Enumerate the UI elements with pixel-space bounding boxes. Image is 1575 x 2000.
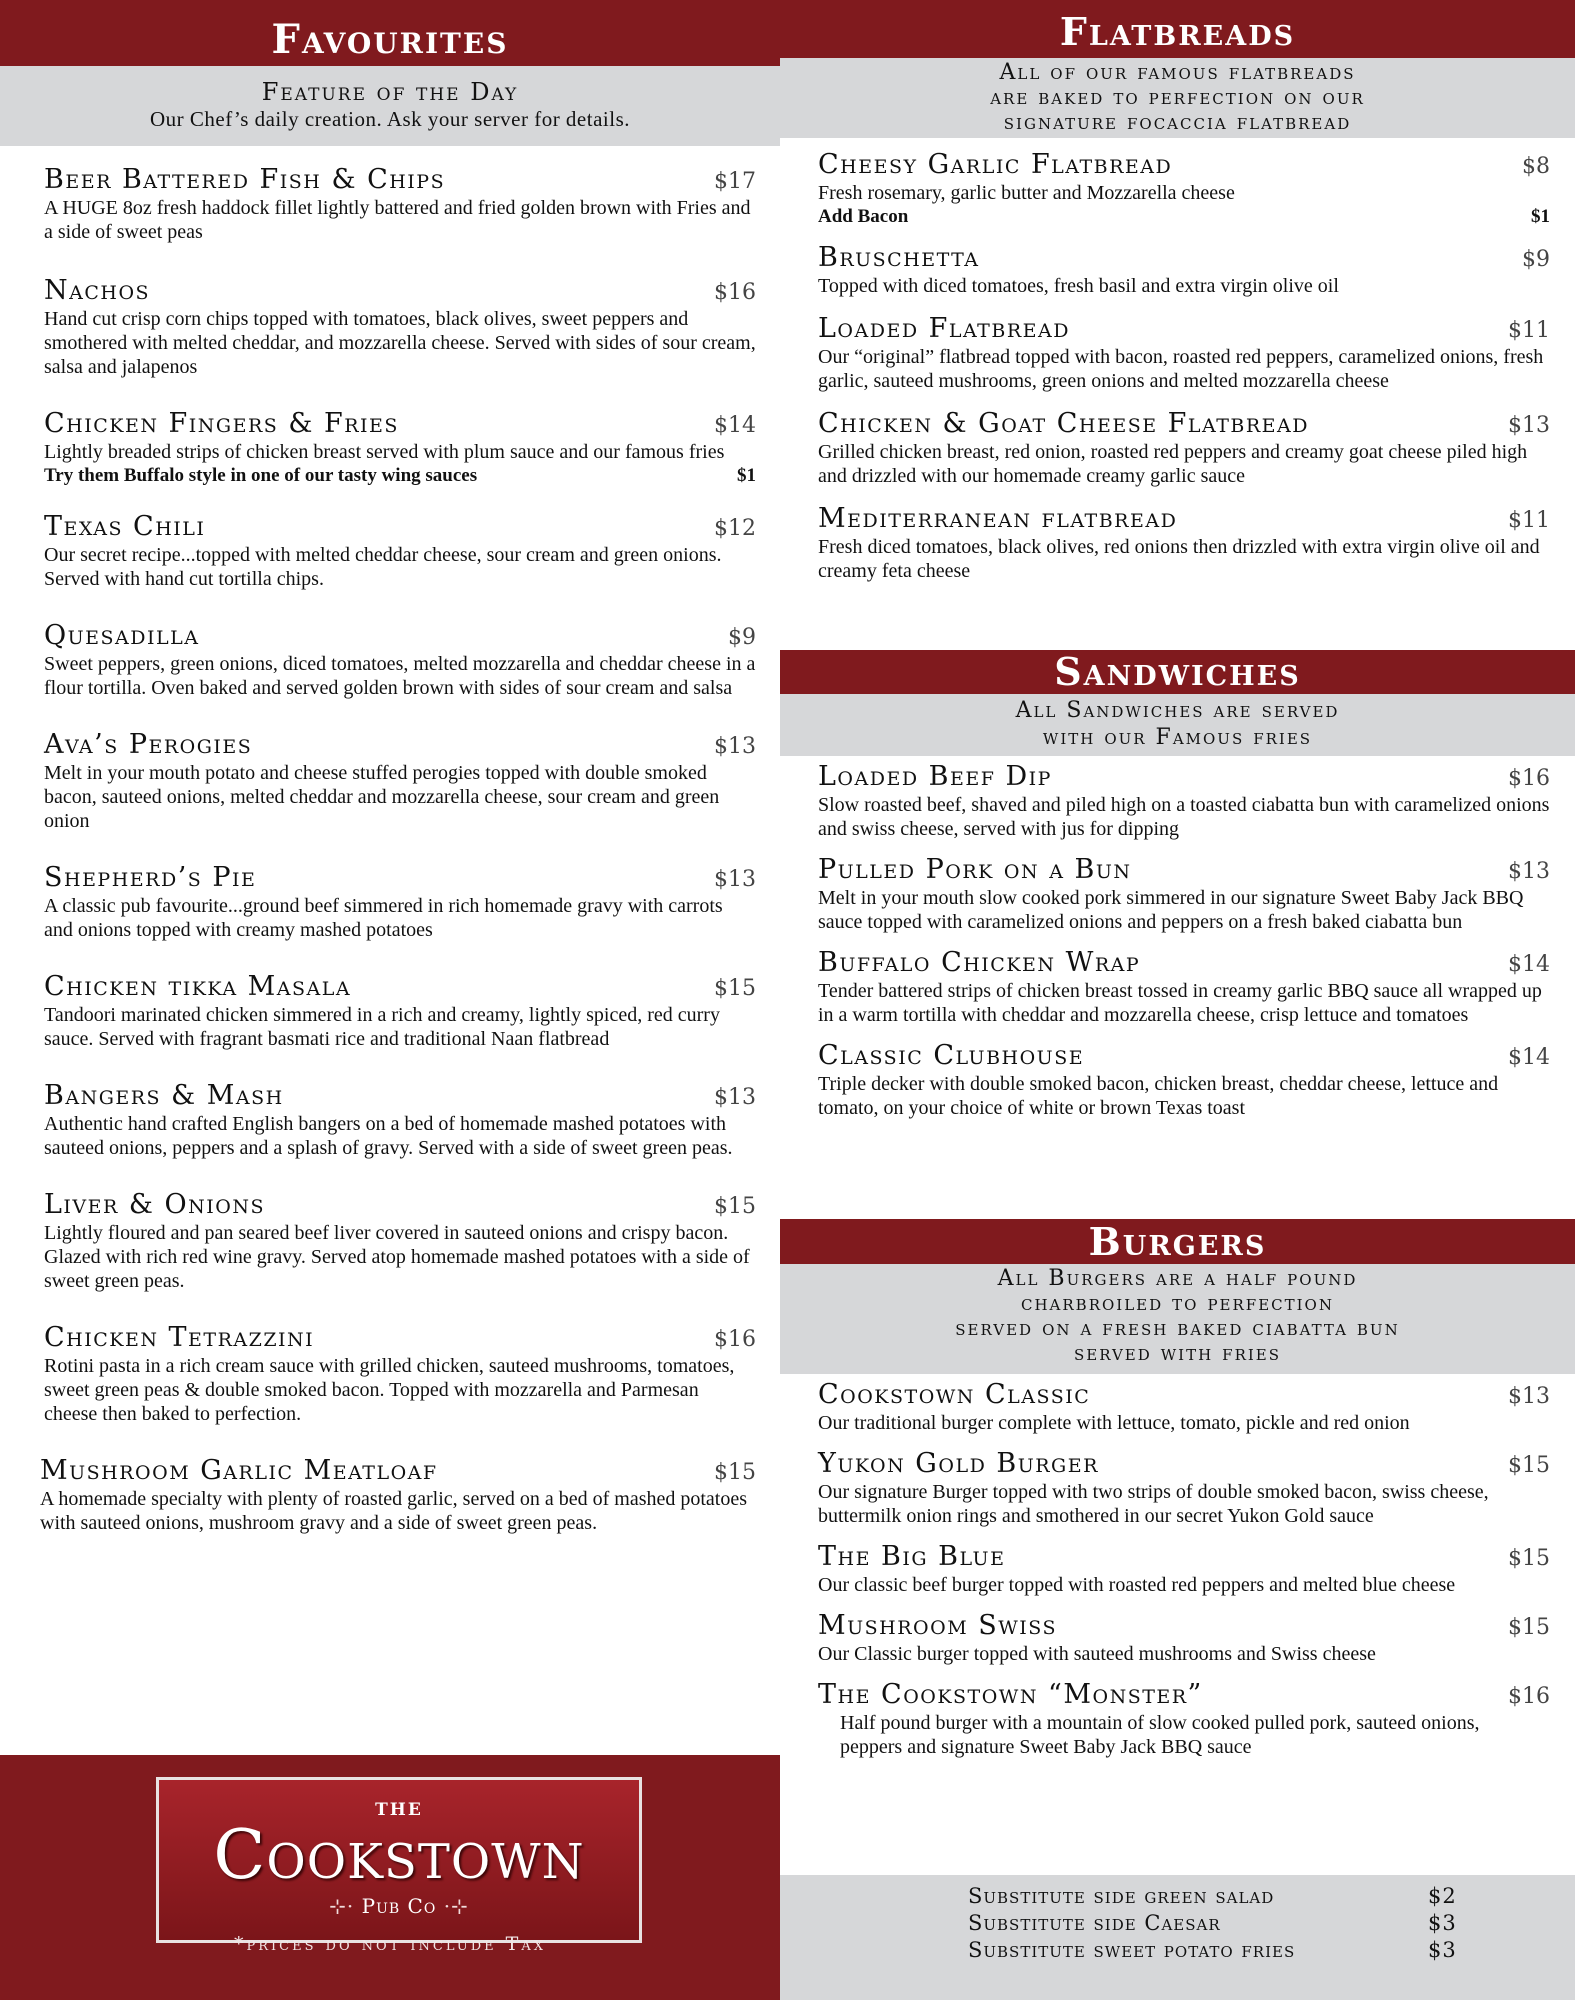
- sandwiches-list: [818, 762, 1550, 1120]
- item-name: Yukon Gold Burger: [818, 1448, 1099, 1479]
- item-price: $16: [714, 1327, 756, 1352]
- item-name: Beer Battered Fish & Chips: [44, 164, 446, 195]
- item-name: Chicken Tetrazzini: [44, 1322, 315, 1353]
- item-name: Liver & Onions: [44, 1189, 266, 1220]
- item-name: Pulled Pork on a Bun: [818, 854, 1132, 885]
- item-addon: [44, 464, 756, 488]
- pub-logo: [156, 1777, 642, 1943]
- item-desc: Our traditional burger complete with lettuce, tomato, pickle and red onion: [818, 1412, 1410, 1434]
- feature-desc: Our Chef’s daily creation. Ask your server for details.: [149, 107, 631, 131]
- item-desc: A homemade specialty with plenty of roasted garlic, served on a bed of mashed potatoes with sauteed onions, mushroom gravy and a side of sweet green peas.: [40, 1488, 748, 1534]
- item-name: Cookstown Classic: [818, 1379, 1091, 1410]
- item-price: $13: [1508, 1384, 1550, 1409]
- item-desc: Sweet peppers, green onions, diced tomatoes, melted mozzarella and cheddar cheese in a flour tortilla. Oven baked and served golden brown with sides of sour cream and salsa: [44, 653, 756, 699]
- item-price: $13: [714, 734, 756, 759]
- item-desc: Tandoori marinated chicken simmered in a rich and creamy, lightly spiced, red curry sauce. Served with fragrant basmati rice and traditional Naan flatbread: [44, 1004, 720, 1050]
- item-price: $15: [714, 1194, 756, 1219]
- item-desc: Our classic beef burger topped with roasted red peppers and melted blue cheese: [818, 1574, 1456, 1596]
- item-name: Mediterranean flatbread: [818, 503, 1178, 534]
- item-price: $15: [714, 1460, 756, 1485]
- item-name: The Cookstown “Monster”: [818, 1679, 1203, 1710]
- logo-the: THE: [375, 1800, 423, 1820]
- item-price: $15: [1508, 1615, 1550, 1640]
- subtitle-line: served on a fresh baked ciabatta bun: [955, 1316, 1400, 1341]
- menu-item: [818, 504, 1550, 583]
- subtitle-line: All Burgers are a half pound: [997, 1266, 1358, 1291]
- item-price: $15: [1508, 1546, 1550, 1571]
- menu-item: [44, 165, 756, 244]
- subtitle-line: served with fries: [1073, 1341, 1282, 1366]
- item-desc: Fresh rosemary, garlic butter and Mozzarella cheese: [818, 182, 1235, 204]
- item-addon: [818, 205, 1550, 229]
- item-desc: Our “original” flatbread topped with bacon, roasted red peppers, caramelized onions, fresh garlic, sauteed mushrooms, green onions and melted mozzarella cheese: [818, 346, 1544, 392]
- menu-item: [818, 1680, 1550, 1759]
- item-desc: Slow roasted beef, shaved and piled high on a toasted ciabatta bun with caramelized onions and swiss cheese, served with jus for dipping: [818, 794, 1550, 840]
- substitution-row: [968, 1883, 1468, 1910]
- item-price: $13: [714, 867, 756, 892]
- subtitle-line: with our Famous fries: [1042, 725, 1313, 750]
- item-desc: Topped with diced tomatoes, fresh basil and extra virgin olive oil: [818, 275, 1339, 297]
- flatbreads-title: Flatbreads: [780, 0, 1575, 58]
- item-price: $15: [714, 976, 756, 1001]
- sub-price: $3: [1428, 1938, 1457, 1962]
- subtitle-line: charbroiled to perfection: [1021, 1291, 1334, 1316]
- sandwiches-title: Sandwiches: [780, 650, 1575, 694]
- favourites-list: [40, 164, 756, 1553]
- menu-item: [44, 276, 756, 379]
- menu-item: [818, 1542, 1550, 1597]
- item-desc: Rotini pasta in a rich cream sauce with grilled chicken, sauteed mushrooms, tomatoes, sweet green peas & double smoked bacon. Topped with mozzarella and Parmesan cheese then baked to perfection.: [44, 1355, 735, 1425]
- menu-item: [818, 314, 1550, 393]
- menu-item: [818, 948, 1550, 1027]
- item-desc: Lightly breaded strips of chicken breast served with plum sauce and our famous fries: [44, 441, 725, 463]
- menu-item: [40, 1456, 756, 1535]
- item-name: Classic Clubhouse: [818, 1040, 1085, 1071]
- menu-item: [44, 621, 756, 700]
- item-price: $9: [1522, 247, 1550, 272]
- item-name: Chicken Fingers & Fries: [44, 408, 399, 439]
- addon-price: $1: [737, 465, 756, 486]
- item-name: Loaded Flatbread: [818, 313, 1070, 344]
- burgers-title: Burgers: [780, 1219, 1575, 1264]
- item-desc: Melt in your mouth potato and cheese stuffed perogies topped with double smoked bacon, sauteed onions, melted cheddar and mozzarella cheese, sour cream and green onion: [44, 762, 720, 832]
- feature-of-the-day: [0, 66, 780, 146]
- item-price: $13: [1508, 413, 1550, 438]
- subtitle-line: All Sandwiches are served: [1015, 698, 1340, 723]
- menu-item: [818, 409, 1550, 488]
- menu-item: [44, 972, 756, 1051]
- item-price: $8: [1522, 154, 1550, 179]
- item-name: Buffalo Chicken Wrap: [818, 947, 1141, 978]
- item-desc: Tender battered strips of chicken breast tossed in creamy garlic BBQ sauce all wrapped up in a warm tortilla with cheddar and mozzarella cheese, crisp lettuce and tomatoes: [818, 980, 1542, 1026]
- sub-label: Substitute side Caesar: [968, 1911, 1221, 1935]
- item-price: $14: [1508, 1045, 1550, 1070]
- item-desc: Our secret recipe...topped with melted cheddar cheese, sour cream and green onions. Served with hand cut tortilla chips.: [44, 544, 722, 590]
- addon-label: Add Bacon: [818, 206, 909, 227]
- item-desc: A HUGE 8oz fresh haddock fillet lightly battered and fried golden brown with Fries and a side of sweet peas: [44, 197, 751, 243]
- item-name: Cheesy Garlic Flatbread: [818, 149, 1173, 180]
- item-name: Nachos: [44, 275, 151, 306]
- menu-item: [44, 409, 756, 488]
- menu-item: [818, 1041, 1550, 1120]
- tax-note: *prices do not include Tax: [233, 1933, 547, 1955]
- footer-logo-area: [0, 1755, 780, 2000]
- item-price: $11: [1508, 508, 1550, 533]
- menu-item: [818, 1611, 1550, 1666]
- item-name: Shepherd’s Pie: [44, 862, 257, 893]
- item-desc: Fresh diced tomatoes, black olives, red onions then drizzled with extra virgin olive oil and creamy feta cheese: [818, 536, 1540, 582]
- item-name: Chicken & Goat Cheese Flatbread: [818, 408, 1309, 439]
- item-name: Mushroom Garlic Meatloaf: [40, 1455, 438, 1486]
- flatbreads-subtitle: [780, 58, 1575, 138]
- addon-price: $1: [1531, 206, 1550, 227]
- menu-item: [818, 243, 1550, 298]
- feature-title: Feature of the Day: [261, 78, 519, 106]
- sandwiches-subtitle: [780, 694, 1575, 756]
- menu-item: [818, 150, 1550, 229]
- menu-item: [44, 730, 756, 833]
- right-column: [780, 0, 1575, 2000]
- menu-item: [818, 1449, 1550, 1528]
- flatbreads-list: [818, 150, 1550, 583]
- sub-label: Substitute sweet potato fries: [968, 1938, 1296, 1962]
- item-desc: A classic pub favourite...ground beef simmered in rich homemade gravy with carrots and onions topped with creamy mashed potatoes: [44, 895, 723, 941]
- menu-item: [818, 762, 1550, 841]
- substitutions-box: [780, 1875, 1575, 2000]
- item-price: $14: [714, 413, 756, 438]
- substitutions-list: [968, 1883, 1468, 1964]
- item-desc: Melt in your mouth slow cooked pork simmered in our signature Sweet Baby Jack BBQ sauce topped with caramelized onions and peppers on a fresh baked ciabatta bun: [818, 887, 1524, 933]
- item-price: $15: [1508, 1453, 1550, 1478]
- item-name: Bruschetta: [818, 242, 980, 273]
- menu-item: [818, 855, 1550, 934]
- menu-item: [44, 1323, 756, 1426]
- menu-item: [44, 1190, 756, 1293]
- item-desc: Our Classic burger topped with sauteed mushrooms and Swiss cheese: [818, 1643, 1376, 1665]
- item-desc: Half pound burger with a mountain of slow cooked pulled pork, sauteed onions, peppers and signature Sweet Baby Jack BBQ sauce: [840, 1712, 1480, 1758]
- item-desc: Our signature Burger topped with two strips of double smoked bacon, swiss cheese, buttermilk onion rings and smothered in our secret Yukon Gold sauce: [818, 1481, 1489, 1527]
- item-price: $13: [1508, 859, 1550, 884]
- item-price: $17: [714, 169, 756, 194]
- ornament-left-icon: ⊹·: [329, 1894, 355, 1918]
- item-desc: Hand cut crisp corn chips topped with tomatoes, black olives, sweet peppers and smothered with melted cheddar, and mozzarella cheese. Served with sides of sour cream, salsa and jalapenos: [44, 308, 756, 378]
- ornament-right-icon: ·⊹: [443, 1894, 469, 1918]
- item-name: Ava’s Perogies: [44, 729, 253, 760]
- menu-item: [818, 1380, 1550, 1435]
- item-price: $12: [714, 516, 756, 541]
- item-desc: Lightly floured and pan seared beef liver covered in sauteed onions and crispy bacon. Glazed with rich red wine gravy. Served atop homemade mashed potatoes with a side of sweet green peas.: [44, 1222, 750, 1292]
- item-price: $13: [714, 1085, 756, 1110]
- item-name: Mushroom Swiss: [818, 1610, 1057, 1641]
- item-price: $16: [714, 280, 756, 305]
- sub-price: $2: [1428, 1884, 1457, 1908]
- item-desc: Triple decker with double smoked bacon, chicken breast, cheddar cheese, lettuce and tomato, on your choice of white or brown Texas toast: [818, 1073, 1499, 1119]
- favourites-title: Favourites: [0, 0, 780, 66]
- item-name: Loaded Beef Dip: [818, 761, 1052, 792]
- burgers-subtitle: [780, 1264, 1575, 1374]
- logo-sub: [159, 1894, 639, 1918]
- substitution-row: [968, 1937, 1468, 1964]
- item-price: $14: [1508, 952, 1550, 977]
- left-column: [0, 0, 780, 2000]
- sub-label: Substitute side green salad: [968, 1884, 1275, 1908]
- item-name: Bangers & Mash: [44, 1080, 284, 1111]
- menu-item: [44, 863, 756, 942]
- item-name: Chicken tikka Masala: [44, 971, 352, 1002]
- logo-name: Cookstown: [213, 1816, 585, 1895]
- addon-label: Try them Buffalo style in one of our tasty wing sauces: [44, 465, 478, 486]
- subtitle-line: are baked to perfection on our: [990, 85, 1365, 110]
- item-desc: Authentic hand crafted English bangers on a bed of homemade mashed potatoes with sauteed onions, peppers and a splash of gravy. Served with a side of sweet green peas.: [44, 1113, 733, 1159]
- item-name: Quesadilla: [44, 620, 200, 651]
- item-price: $11: [1508, 318, 1550, 343]
- item-name: The Big Blue: [818, 1541, 1006, 1572]
- substitution-row: [968, 1910, 1468, 1937]
- sub-price: $3: [1428, 1911, 1457, 1935]
- subtitle-line: All of our famous flatbreads: [999, 60, 1356, 85]
- item-name: Texas Chili: [44, 511, 206, 542]
- menu-item: [44, 1081, 756, 1160]
- subtitle-line: signature focaccia flatbread: [1003, 110, 1352, 135]
- logo-sub-text: Pub Co: [361, 1894, 437, 1918]
- item-price: $16: [1508, 766, 1550, 791]
- item-price: $9: [728, 625, 756, 650]
- burgers-list: [818, 1380, 1550, 1759]
- item-desc: Grilled chicken breast, red onion, roasted red peppers and creamy goat cheese piled high and drizzled with our homemade creamy garlic sauce: [818, 441, 1528, 487]
- menu-item: [44, 512, 756, 591]
- item-price: $16: [1508, 1684, 1550, 1709]
